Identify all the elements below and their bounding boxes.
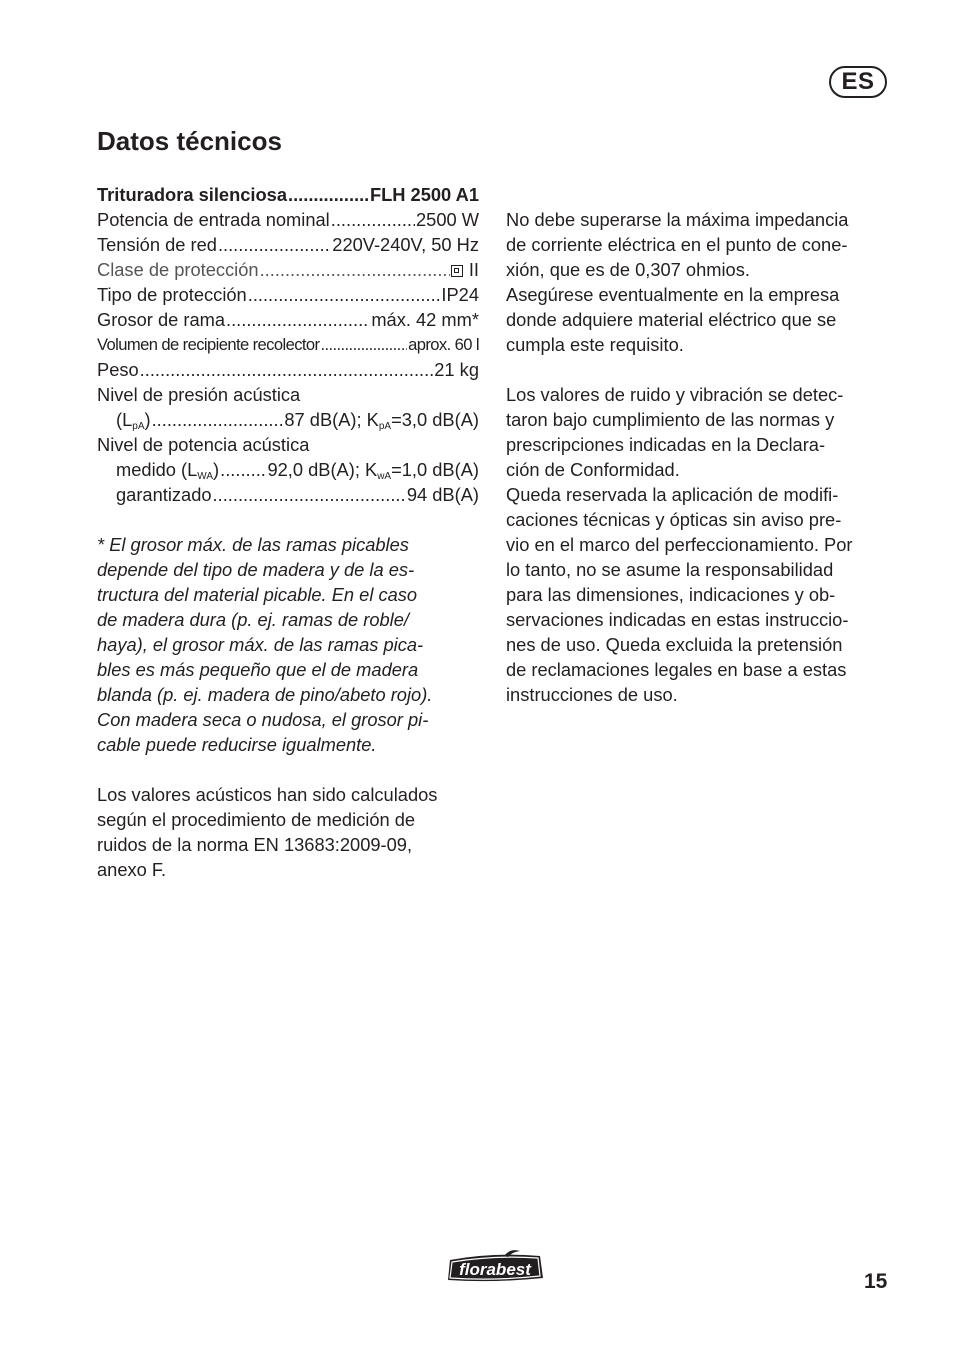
spec-value: 21 kg [434,359,479,380]
impedance-paragraph: No debe superarse la máxima impedancia de corriente eléctrica en el punto de cone- xión, que es de 0,307 ohmios. Asegúrese eventualmente en la empresa donde adquiere material eléctrico que se cumpla este requisito. [506,209,849,355]
spec-row-guaranteed: garantizado ..... 94 dB(A) [97,482,479,507]
page-number: 15 [864,1270,888,1293]
spec-value: 2500 W [415,209,479,230]
spec-row-voltage [97,232,479,257]
spec-row-model [97,182,479,207]
spec-label: Volumen de recipiente recolector [97,335,320,354]
spec-row-type [97,282,479,307]
spec-value: FLH 2500 A1 [369,184,479,205]
page-title: Datos técnicos [97,126,282,156]
spec-row-pressure-heading [97,382,479,407]
spec-label: Tensión de red [97,234,217,255]
brand-name: florabest [459,1260,531,1279]
spec-row-measured: medido $(L_{WA})$ ..... 92,0 dB(A); $K_{wA}=1,0$ dB(A) [97,457,479,482]
spec-row-weight [97,357,479,382]
spec-row-class [97,257,479,282]
spec-row-volume [97,332,479,357]
spec-label: Grosor de rama [97,309,226,330]
florabest-logo [444,1250,546,1284]
spec-label: Peso [97,359,139,380]
spec-label: Trituradora silenciosa [97,184,287,205]
spec-value: máx. 42 mm* [371,309,479,330]
left-column [97,182,479,882]
spec-value: II [468,259,479,280]
footnote: * El grosor máx. de las ramas picables depende del tipo de madera y de la es- tructura del material picable. En el caso de madera dura (p. ej. ramas de roble/ haya), el grosor máx. de las ramas pica- bles es más pequeño que el de madera blanda (p. ej. madera de pino/abeto rojo). Con madera seca o nudosa, el grosor pi- cable puede reducirse igualmente. [97,534,433,755]
acoustic-note: Los valores acústicos han sido calculados según el procedimiento de medición de ruidos de la norma EN 13683:2009-09, anexo F. [97,784,438,880]
spec-label: Potencia de entrada nominal [97,209,330,230]
spec-row-power-level-heading [97,432,479,457]
spec-value: aprox. 60 l [408,335,479,354]
spec-label: Nivel de potencia acústica [97,434,310,455]
spec-label: Clase de protección [97,259,259,280]
spec-value: 220V-240V, 50 Hz [332,234,479,255]
language-badge [829,66,887,98]
spec-row-branch [97,307,479,332]
right-column [506,207,890,707]
conformity-paragraph: Los valores de ruido y vibración se detec- taron bajo cumplimiento de las normas y prescripciones indicadas en la Declara- ción de Conformidad. Queda reservada la aplicación de modifi- caciones técnicas y ópticas sin aviso pre- vio en el marco del perfeccionamiento. Por lo tanto, no se asume la responsabilidad para las dimensiones, indicaciones y ob- servaciones indicadas en estas instruccio- nes de uso. Queda excluida la pretensión de reclamaciones legales en base a estas instrucciones de uso. [506,384,853,705]
spec-row-power [97,207,479,232]
spec-label: Tipo de protección [97,284,247,305]
protection-class-ii-icon [451,265,463,277]
spec-value: IP24 [441,284,479,305]
language-code: ES [841,68,875,95]
spec-row-pressure: $(L_{pA})$ ..... 87 dB(A); $K_{pA}=3,0$ dB(A) [97,407,479,432]
spec-label: Nivel de presión acústica [97,384,301,405]
